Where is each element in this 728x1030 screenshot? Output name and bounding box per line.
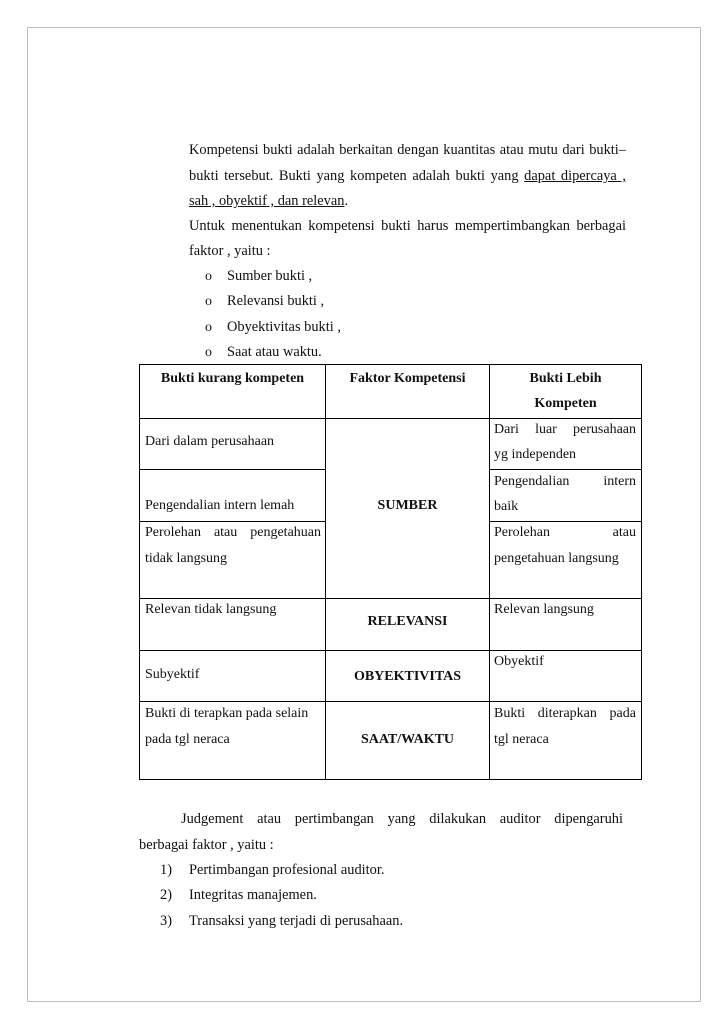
bullet-marker: o [205,269,212,284]
list-number: 1) [160,862,172,878]
factor-label: SUMBER [377,498,438,513]
bullet-item: Saat atau waktu. [227,344,322,360]
table-border-right [641,364,642,780]
table-cell-left: Pengendalian intern lemah [145,498,295,513]
table-cell-left: pada tgl neraca [145,732,230,747]
table-cell-right: Obyektif [494,654,544,669]
table-cell-right: yg independen [494,447,577,462]
list-number: 3) [160,913,172,929]
table-cell-left: Bukti di terapkan pada selain [145,706,309,721]
factor-label: RELEVANSI [367,614,448,629]
table-cell-left: Relevan tidak langsung [145,602,277,617]
intro-line-3-suffix: . [344,193,349,209]
table-column-divider [325,364,326,780]
intro-line-5: faktor , yaitu : [189,243,271,259]
table-cell-right: Perolehan atau [494,525,636,540]
bullet-marker: o [205,345,212,360]
table-column-divider [489,364,490,780]
table-row-divider [139,650,642,651]
table-border-bottom [139,779,642,780]
table-cell-left: tidak langsung [145,551,228,566]
outro-line-1: Judgement atau pertimbangan yang dilakukan auditor dipengaruhi [181,811,623,827]
table-border-left [139,364,140,780]
intro-line-2 [189,166,626,186]
table-cell-left: Dari dalam perusahaan [145,434,275,449]
bullet-item: Relevansi bukti , [227,293,325,309]
factor-label: OBYEKTIVITAS [353,669,462,684]
factor-label: SAAT/WAKTU [360,732,455,747]
table-cell-right: pengetahuan langsung [494,551,619,566]
table-cell-right: tgl neraca [494,732,549,747]
list-item: Pertimbangan profesional auditor. [189,862,385,878]
table-cell-right: Relevan langsung [494,602,594,617]
intro-line-3 [189,191,348,211]
intro-underlined-phrase-1: dapat dipercaya , [524,168,626,184]
bullet-item: Sumber bukti , [227,268,313,284]
intro-underlined-phrase-2: sah , obyektif , dan relevan [189,193,345,209]
table-border-top [139,364,642,365]
table-cell-right: Bukti diterapkan pada [494,706,636,721]
table-row-divider [139,469,326,470]
list-number: 2) [160,887,172,903]
table-header: Kompeten [534,396,597,411]
intro-line-1: Kompetensi bukti adalah berkaitan dengan kuantitas atau mutu dari bukti– [189,142,626,158]
bullet-marker: o [205,294,212,309]
table-cell-left: Perolehan atau pengetahuan [145,525,321,540]
table-header: Faktor Kompetensi [349,371,466,386]
intro-line-4: Untuk menentukan kompetensi bukti harus mempertimbangkan berbagai [189,218,626,234]
table-cell-right: Dari luar perusahaan [494,422,636,437]
bullet-item: Obyektivitas bukti , [227,319,341,335]
table-cell-left: Subyektif [145,667,200,682]
list-item: Integritas manajemen. [189,887,317,903]
table-header: Bukti kurang kompeten [160,371,305,386]
table-cell-right: Pengendalian intern [494,474,636,489]
table-cell-right: baik [494,499,519,514]
intro-line-2-text: bukti tersebut. Bukti yang kompeten adalah bukti yang [189,168,525,184]
table-header: Bukti Lebih [529,371,602,386]
outro-line-2: berbagai faktor , yaitu : [139,837,274,853]
bullet-marker: o [205,320,212,335]
list-item: Transaksi yang terjadi di perusahaan. [189,913,404,929]
